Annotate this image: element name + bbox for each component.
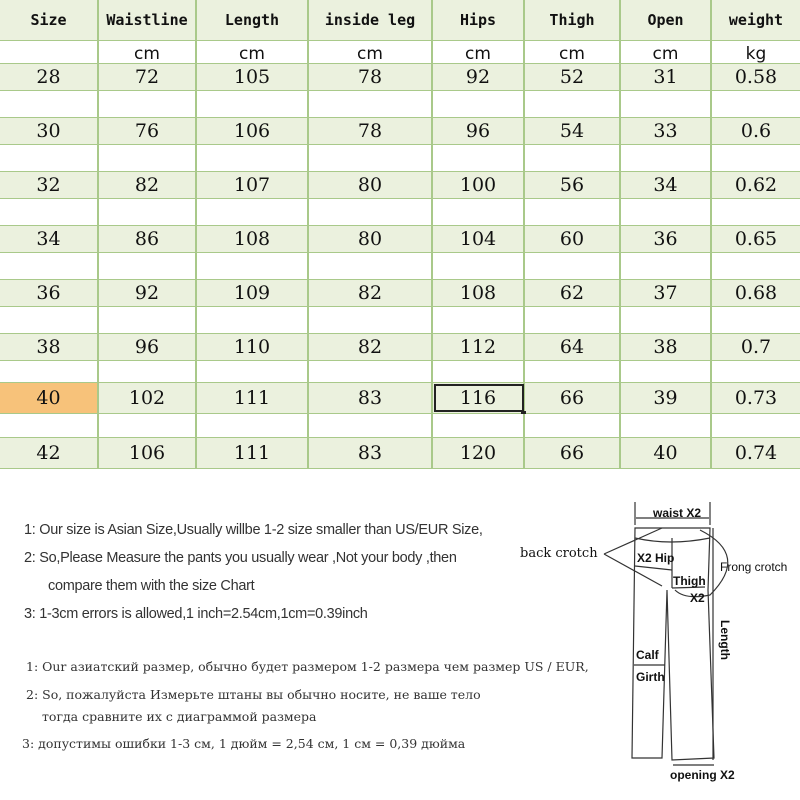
note-en-2b: compare them with the size Chart xyxy=(48,578,255,594)
unit-row xyxy=(0,41,800,64)
note-en-1: 1: Our size is Asian Size,Usually willbe 1-2 size smaller than US/EUR Size, xyxy=(24,522,483,538)
header-row-cell[interactable]: inside leg xyxy=(309,0,433,40)
blank-row-cell[interactable] xyxy=(433,199,525,225)
table-row-cell[interactable]: 86 xyxy=(99,226,197,252)
blank-row xyxy=(0,199,800,226)
header-row-cell[interactable]: Length xyxy=(197,0,309,40)
table-row-cell[interactable]: 105 xyxy=(197,64,309,90)
blank-row-cell[interactable] xyxy=(0,307,99,333)
blank-row-cell[interactable] xyxy=(309,414,433,437)
table-row xyxy=(0,280,800,307)
table-row-cell[interactable]: 96 xyxy=(433,118,525,144)
table-row-cell[interactable]: 112 xyxy=(433,334,525,360)
table-row-cell[interactable]: 83 xyxy=(309,383,433,413)
girth-label: Girth xyxy=(636,670,665,684)
blank-row-cell[interactable] xyxy=(525,414,621,437)
blank-row xyxy=(0,361,800,383)
blank-row-cell[interactable] xyxy=(197,414,309,437)
blank-row-cell[interactable] xyxy=(0,91,99,117)
unit-row-cell[interactable]: cm xyxy=(621,41,712,63)
table-row-cell[interactable]: 80 xyxy=(309,226,433,252)
table-row-cell[interactable]: 76 xyxy=(99,118,197,144)
table-row-cell[interactable]: 28 xyxy=(0,64,99,90)
header-row-cell[interactable]: Size xyxy=(0,0,99,40)
blank-row-cell[interactable] xyxy=(197,307,309,333)
header-row-cell[interactable]: Waistline xyxy=(99,0,197,40)
blank-row-cell[interactable] xyxy=(621,199,712,225)
note-en-2: 2: So,Please Measure the pants you usually wear ,Not your body ,then xyxy=(24,550,457,566)
table-row-cell[interactable]: 31 xyxy=(621,64,712,90)
blank-row-cell[interactable] xyxy=(309,253,433,279)
table-row-cell[interactable]: 92 xyxy=(433,64,525,90)
table-row-cell[interactable]: 42 xyxy=(0,438,99,468)
blank-row-cell[interactable] xyxy=(525,199,621,225)
blank-row-cell[interactable] xyxy=(525,361,621,382)
note-ru-2b: тогда сравните их с диаграммой размера xyxy=(42,709,317,724)
blank-row-cell[interactable] xyxy=(309,199,433,225)
blank-row-cell[interactable] xyxy=(712,199,800,225)
table-row-cell[interactable]: 64 xyxy=(525,334,621,360)
note-en-3: 3: 1-3cm errors is allowed,1 inch=2.54cm,1cm=0.39inch xyxy=(24,606,368,622)
blank-row-cell[interactable] xyxy=(433,253,525,279)
table-row-cell[interactable]: 66 xyxy=(525,438,621,468)
unit-row-cell[interactable]: cm xyxy=(525,41,621,63)
table-row-cell[interactable]: 60 xyxy=(525,226,621,252)
unit-row-cell[interactable]: cm xyxy=(433,41,525,63)
blank-row-cell[interactable] xyxy=(0,414,99,437)
blank-row-cell[interactable] xyxy=(99,414,197,437)
table-row-cell[interactable]: 37 xyxy=(621,280,712,306)
thigh-label: Thigh xyxy=(673,574,706,588)
table-row xyxy=(0,172,800,199)
header-row-cell[interactable]: weight xyxy=(728,11,784,29)
table-row-cell[interactable]: 82 xyxy=(309,334,433,360)
table-row-cell[interactable]: 102 xyxy=(99,383,197,413)
waist-label: waist X2 xyxy=(653,506,702,520)
blank-row-cell[interactable] xyxy=(197,199,309,225)
blank-row-cell[interactable] xyxy=(433,414,525,437)
blank-row-cell[interactable] xyxy=(621,253,712,279)
back-crotch-label: back crotch xyxy=(520,546,598,561)
blank-row-cell[interactable] xyxy=(99,361,197,382)
blank-row-cell[interactable] xyxy=(712,145,800,171)
table-row-cell[interactable]: 56 xyxy=(525,172,621,198)
hip-label: X2 Hip xyxy=(637,551,675,565)
blank-row-cell[interactable] xyxy=(621,91,712,117)
note-ru-2: 2: So, пожалуйста Измерьте штаны вы обычно носите, не ваше тело xyxy=(26,687,481,702)
table-row-cell[interactable]: 82 xyxy=(309,280,433,306)
table-row-cell[interactable]: 82 xyxy=(99,172,197,198)
length-label: Length xyxy=(718,620,732,660)
blank-row-cell[interactable] xyxy=(712,414,800,437)
blank-row-cell[interactable] xyxy=(621,361,712,382)
table-row-cell[interactable]: 39 xyxy=(621,383,712,413)
blank-row-cell[interactable] xyxy=(433,91,525,117)
table-row-cell[interactable]: 0.62 xyxy=(734,174,778,196)
blank-row-cell[interactable] xyxy=(309,145,433,171)
table-row-cell[interactable]: 0.7 xyxy=(740,336,772,358)
table-row xyxy=(0,118,800,145)
table-row-cell[interactable]: 32 xyxy=(0,172,99,198)
blank-row-cell[interactable] xyxy=(197,91,309,117)
note-ru-3: 3: допустимы ошибки 1-3 см, 1 дюйм = 2,54 см, 1 см = 0,39 дюйма xyxy=(22,736,466,751)
unit-row-cell[interactable] xyxy=(0,41,99,63)
blank-row-cell[interactable] xyxy=(0,145,99,171)
table-row-cell[interactable]: 38 xyxy=(621,334,712,360)
blank-row-cell[interactable] xyxy=(712,361,800,382)
table-row-cell[interactable]: 106 xyxy=(99,438,197,468)
table-row-cell[interactable]: 0.68 xyxy=(734,282,778,304)
blank-row-cell[interactable] xyxy=(99,91,197,117)
table-row-cell[interactable]: 36 xyxy=(621,226,712,252)
blank-row-cell[interactable] xyxy=(99,145,197,171)
blank-row-cell[interactable] xyxy=(99,307,197,333)
table-row-cell[interactable]: 106 xyxy=(197,118,309,144)
table-row-cell[interactable]: 72 xyxy=(99,64,197,90)
blank-row-cell[interactable] xyxy=(621,145,712,171)
table-row-cell[interactable]: 34 xyxy=(621,172,712,198)
blank-row xyxy=(0,91,800,118)
pants-measurement-diagram xyxy=(510,490,800,790)
blank-row-cell[interactable] xyxy=(712,307,800,333)
table-row-cell[interactable]: 0.74 xyxy=(734,442,778,464)
table-row xyxy=(0,438,800,469)
table-row-cell[interactable]: 116 xyxy=(433,383,525,413)
blank-row-cell[interactable] xyxy=(197,145,309,171)
blank-row xyxy=(0,414,800,438)
table-row-cell[interactable]: 33 xyxy=(621,118,712,144)
table-row-cell[interactable]: 38 xyxy=(0,334,99,360)
thigh-x2-label: X2 xyxy=(690,591,705,605)
table-row-cell[interactable]: 108 xyxy=(197,226,309,252)
table-row-cell[interactable]: 104 xyxy=(433,226,525,252)
blank-row-cell[interactable] xyxy=(197,253,309,279)
table-row-cell[interactable]: 40 xyxy=(0,383,99,413)
table-row-cell[interactable]: 78 xyxy=(309,64,433,90)
blank-row-cell[interactable] xyxy=(525,91,621,117)
table-row-cell[interactable]: 110 xyxy=(197,334,309,360)
opening-label: opening X2 xyxy=(670,768,735,782)
blank-row-cell[interactable] xyxy=(0,361,99,382)
table-row-cell[interactable]: 0.65 xyxy=(734,228,778,250)
header-row-cell[interactable]: Hips xyxy=(433,0,525,40)
table-row-cell[interactable]: 96 xyxy=(99,334,197,360)
blank-row-cell[interactable] xyxy=(525,145,621,171)
table-row xyxy=(0,226,800,253)
table-row-cell[interactable]: 108 xyxy=(433,280,525,306)
table-row-cell[interactable]: 111 xyxy=(197,438,309,468)
pants-outline-icon xyxy=(510,490,800,790)
header-row-cell[interactable]: Open xyxy=(621,0,712,40)
blank-row-cell[interactable] xyxy=(197,361,309,382)
header-row xyxy=(0,0,800,41)
table-row-cell[interactable]: 54 xyxy=(525,118,621,144)
blank-row-cell[interactable] xyxy=(0,253,99,279)
blank-row-cell[interactable] xyxy=(309,307,433,333)
blank-row-cell[interactable] xyxy=(99,199,197,225)
blank-row-cell[interactable] xyxy=(433,361,525,382)
table-row-cell[interactable]: 40 xyxy=(621,438,712,468)
blank-row-cell[interactable] xyxy=(309,91,433,117)
table-row-cell[interactable]: 36 xyxy=(0,280,99,306)
unit-row-cell[interactable]: cm xyxy=(197,41,309,63)
table-row-cell[interactable]: 30 xyxy=(0,118,99,144)
blank-row xyxy=(0,145,800,172)
table-row xyxy=(0,334,800,361)
blank-row-cell[interactable] xyxy=(99,253,197,279)
header-row-cell[interactable]: Thigh xyxy=(525,0,621,40)
table-row-cell[interactable]: 120 xyxy=(433,438,525,468)
table-row-cell[interactable]: 0.6 xyxy=(740,120,772,142)
blank-row-cell[interactable] xyxy=(433,145,525,171)
table-row-cell[interactable]: 52 xyxy=(525,64,621,90)
table-row-cell[interactable]: 0.58 xyxy=(734,66,778,88)
blank-row-cell[interactable] xyxy=(621,414,712,437)
blank-row-cell[interactable] xyxy=(525,253,621,279)
table-row-cell[interactable]: 100 xyxy=(433,172,525,198)
table-row-cell[interactable]: 107 xyxy=(197,172,309,198)
table-row-cell[interactable]: 80 xyxy=(309,172,433,198)
blank-row-cell[interactable] xyxy=(433,307,525,333)
unit-row-cell[interactable]: cm xyxy=(309,41,433,63)
table-row-cell[interactable]: 83 xyxy=(309,438,433,468)
table-row-cell[interactable]: 0.73 xyxy=(734,387,778,409)
table-row-cell[interactable]: 78 xyxy=(309,118,433,144)
blank-row-cell[interactable] xyxy=(712,253,800,279)
blank-row-cell[interactable] xyxy=(309,361,433,382)
table-row xyxy=(0,383,800,414)
blank-row-cell[interactable] xyxy=(621,307,712,333)
front-crotch-label: Frong crotch xyxy=(720,560,788,574)
blank-row-cell[interactable] xyxy=(712,91,800,117)
blank-row xyxy=(0,253,800,280)
note-ru-1: 1: Our азиатский размер, обычно будет размером 1-2 размера чем размер US / EUR, xyxy=(26,659,589,674)
table-row-cell[interactable]: 92 xyxy=(99,280,197,306)
blank-row-cell[interactable] xyxy=(0,199,99,225)
table-row-cell[interactable]: 111 xyxy=(197,383,309,413)
table-row-cell[interactable]: 34 xyxy=(0,226,99,252)
calf-label: Calf xyxy=(636,648,659,662)
table-row xyxy=(0,64,800,91)
unit-row-cell[interactable]: kg xyxy=(745,44,767,64)
blank-row xyxy=(0,307,800,334)
blank-row-cell[interactable] xyxy=(525,307,621,333)
table-row-cell[interactable]: 109 xyxy=(197,280,309,306)
table-row-cell[interactable]: 62 xyxy=(525,280,621,306)
table-row-cell[interactable]: 66 xyxy=(525,383,621,413)
unit-row-cell[interactable]: cm xyxy=(99,41,197,63)
